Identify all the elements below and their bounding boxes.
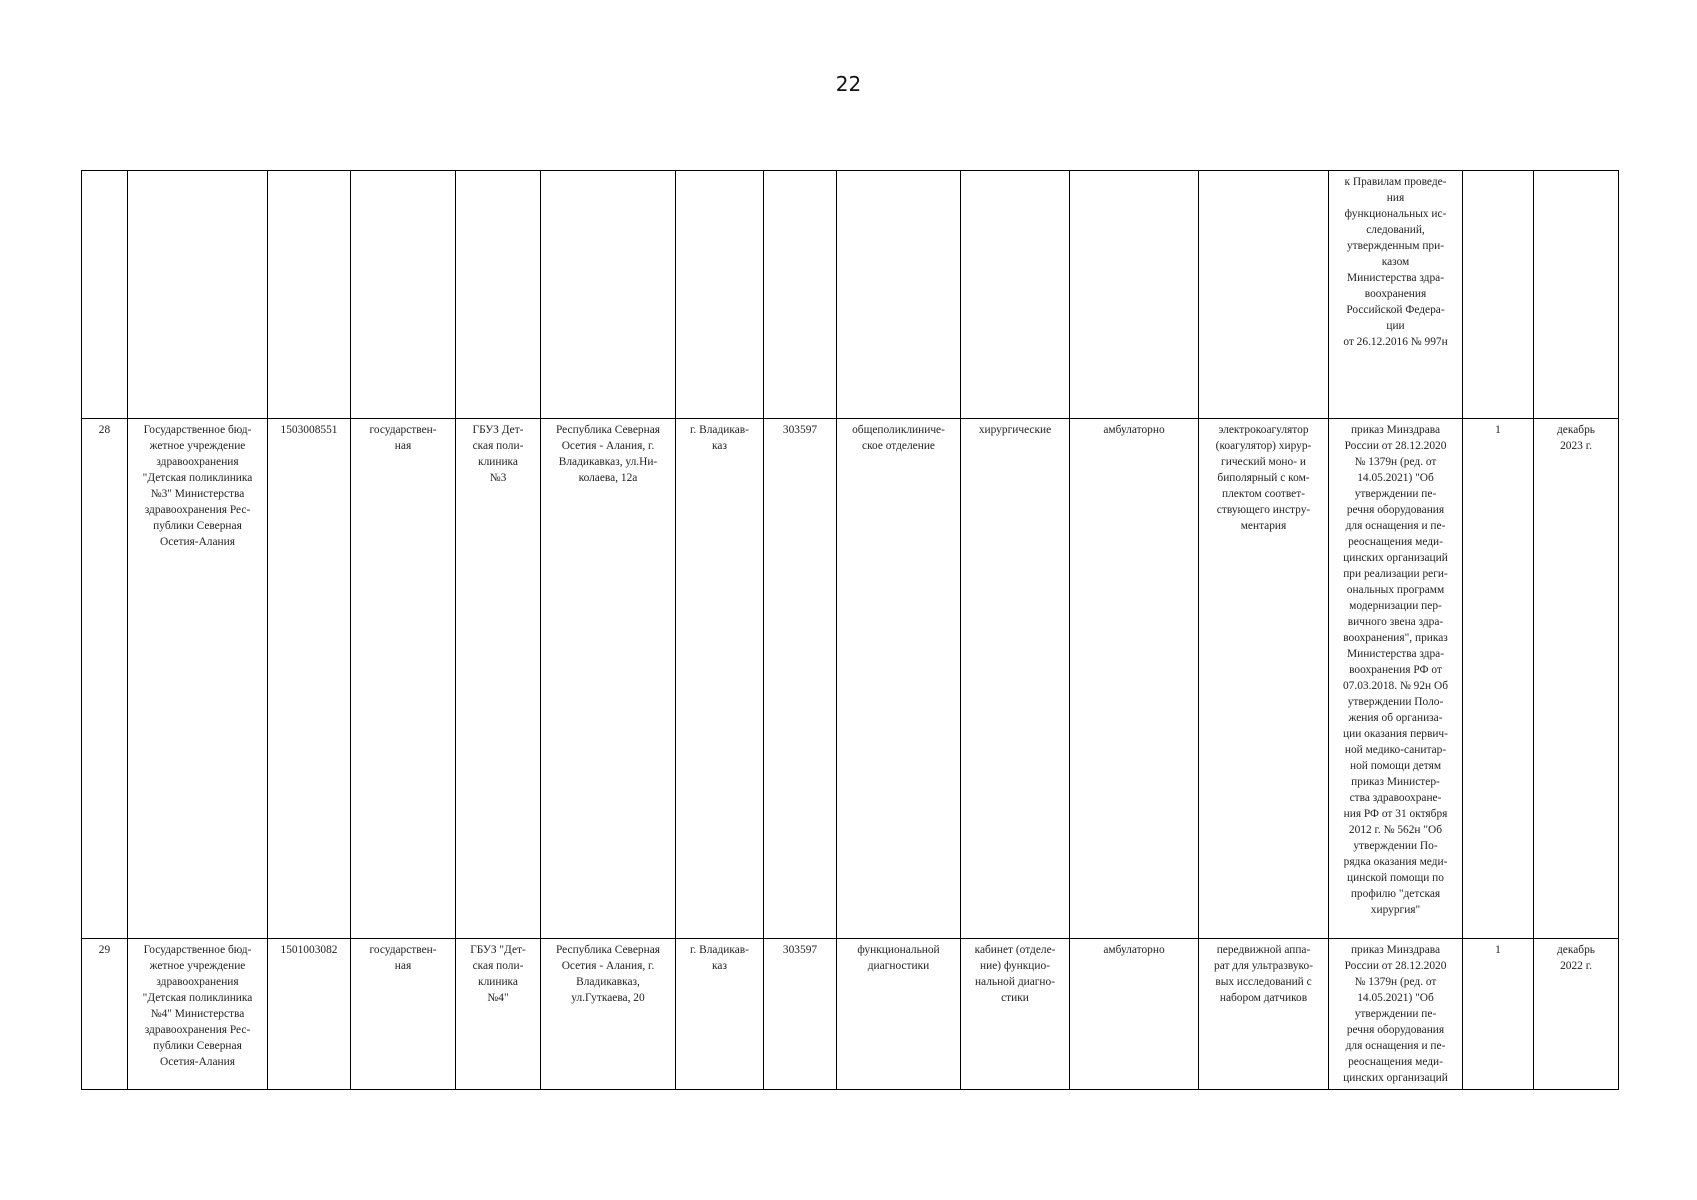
cell-quantity: 1 (1463, 939, 1534, 1090)
cell-city (676, 171, 764, 419)
cell-legal-basis: к Правилам проведе- ния функциональных ис- следований, утвержденным при- казом Министерства здра- воохранения Российской Федера- ции от 26.12.2016 № 997н (1329, 171, 1463, 419)
cell-address: Республика Северная Осетия - Алания, г. Владикавказ, ул.Гуткаева, 20 (541, 939, 676, 1090)
cell-city: г. Владикав- каз (676, 419, 764, 939)
cell-address: Республика Северная Осетия - Алания, г. Владикавказ, ул.Ни- колаева, 12а (541, 419, 676, 939)
cell-equipment (1199, 171, 1329, 419)
table-row (82, 419, 1619, 939)
cell-quantity (1463, 171, 1534, 419)
cell-quantity: 1 (1463, 419, 1534, 939)
cell-care-form: амбулаторно (1070, 419, 1199, 939)
cell-organization (128, 171, 268, 419)
cell-short-name (456, 171, 541, 419)
cell-address (541, 171, 676, 419)
cell-city: г. Владикав- каз (676, 939, 764, 1090)
cell-short-name: ГБУЗ Дет- ская поли- клиника №3 (456, 419, 541, 939)
table-row (82, 939, 1619, 1090)
cell-ownership: государствен- ная (351, 939, 456, 1090)
cell-legal-basis: приказ Минздрава России от 28.12.2020 № 1379н (ред. от 14.05.2021) "Об утверждении пе- речня оборудования для оснащения и пе- реоснащения меди- цинских организаций при реализации реги- ональных программ модернизации пер- вичного звена здра- воохранения", приказ Министерства здра- воохранения РФ от 07.03.2018. № 92н Об утверждении Поло- жения об организа- ции оказания первич- ной медико-санитар- ной помощи детям приказ Министер- ства здравоохране- ния РФ от 31 октября 2012 г. № 562н "Об утверждении По- рядка оказания меди- цинской помощи по профилю "детская хирургия" (1329, 419, 1463, 939)
cell-deadline (1534, 171, 1619, 419)
cell-code (268, 171, 351, 419)
cell-deadline: декабрь 2022 г. (1534, 939, 1619, 1090)
cell-unit (961, 171, 1070, 419)
register-table (81, 170, 1619, 1090)
cell-organization: Государственное бюд- жетное учреждение здравоохранения "Детская поликлиника №3" Министерства здравоохранения Рес- публики Северная Осетия-Алания (128, 419, 268, 939)
cell-care-form (1070, 171, 1199, 419)
cell-care-form: амбулаторно (1070, 939, 1199, 1090)
cell-department (837, 171, 961, 419)
cell-ownership (351, 171, 456, 419)
cell-no: 29 (82, 939, 128, 1090)
cell-code: 1501003082 (268, 939, 351, 1090)
cell-no: 28 (82, 419, 128, 939)
cell-short-name: ГБУЗ "Дет- ская поли- клиника №4" (456, 939, 541, 1090)
cell-ownership: государствен- ная (351, 419, 456, 939)
page-number: 22 (835, 72, 862, 96)
cell-no (82, 171, 128, 419)
cell-legal-basis: приказ Минздрава России от 28.12.2020 № 1379н (ред. от 14.05.2021) "Об утверждении пе- речня оборудования для оснащения и пе- реоснащения меди- цинских организаций (1329, 939, 1463, 1090)
cell-deadline: декабрь 2023 г. (1534, 419, 1619, 939)
continuation-row (82, 171, 1619, 419)
cell-unit: кабинет (отделе- ние) функцио- нальной диагно- стики (961, 939, 1070, 1090)
cell-equipment: передвижной аппа- рат для ультразвуко- вых исследований с набором датчиков (1199, 939, 1329, 1090)
cell-postcode: 303597 (764, 939, 837, 1090)
cell-postcode: 303597 (764, 419, 837, 939)
cell-unit: хирургические (961, 419, 1070, 939)
cell-postcode (764, 171, 837, 419)
cell-department: функциональной диагностики (837, 939, 961, 1090)
cell-organization: Государственное бюд- жетное учреждение здравоохранения "Детская поликлиника №4" Министерства здравоохранения Рес- публики Северная Осетия-Алания (128, 939, 268, 1090)
cell-equipment: электрокоагулятор (коагулятор) хирур- гический моно- и биполярный с ком- плектом соответ- ствующего инстру- ментария (1199, 419, 1329, 939)
cell-department: общеполиклиниче- ское отделение (837, 419, 961, 939)
cell-code: 1503008551 (268, 419, 351, 939)
